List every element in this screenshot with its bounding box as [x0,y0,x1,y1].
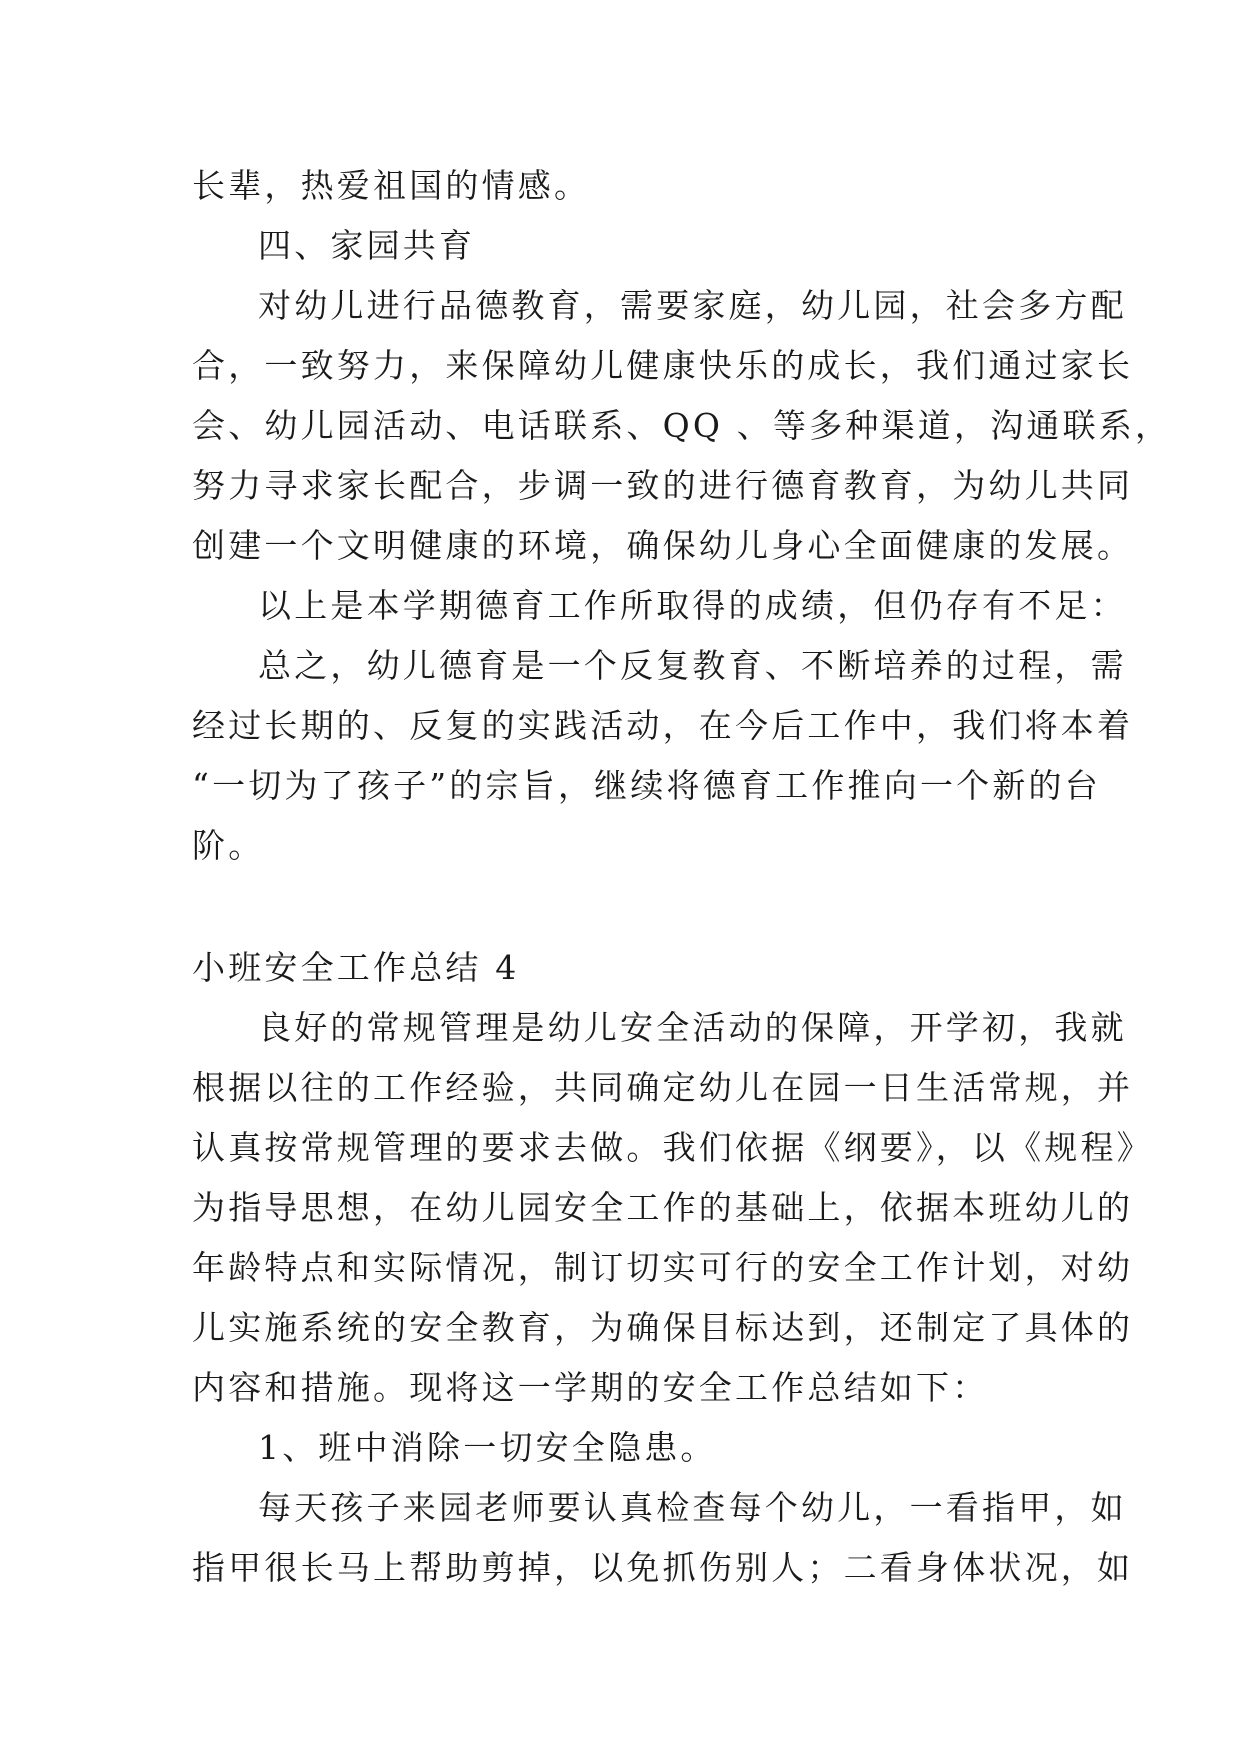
section-heading: 四、家园共育 [258,226,476,265]
paragraph-line: 总之，幼儿德育是一个反复教育、不断培养的过程，需 [258,646,1127,685]
paragraph-line: 根据以往的工作经验，共同确定幼儿在园一日生活常规，并 [192,1068,1134,1107]
paragraph-line: 内容和措施。现将这一学期的安全工作总结如下： [192,1368,989,1407]
paragraph-line: 会、幼儿园活动、电话联系、QQ 、等多种渠道，沟通联系， [192,406,1172,445]
paragraph-line: 阶。 [192,826,265,865]
paragraph-line: 创建一个文明健康的环境，确保幼儿身心全面健康的发展。 [192,526,1134,565]
paragraph-line: 努力寻求家长配合，步调一致的进行德育教育，为幼儿共同 [192,466,1134,505]
paragraph-line: 儿实施系统的安全教育，为确保目标达到，还制定了具体的 [192,1308,1134,1347]
section-title: 小班安全工作总结 4 [192,948,520,987]
paragraph-line: “一切为了孩子”的宗旨，继续将德育工作推向一个新的台 [192,766,1101,805]
paragraph-line: 长辈，热爱祖国的情感。 [192,166,591,205]
list-item: 1、班中消除一切安全隐患。 [258,1428,717,1467]
paragraph-line: 年龄特点和实际情况，制订切实可行的安全工作计划，对幼 [192,1248,1134,1287]
paragraph-line: 为指导思想，在幼儿园安全工作的基础上，依据本班幼儿的 [192,1188,1134,1227]
paragraph-line: 经过长期的、反复的实践活动，在今后工作中，我们将本着 [192,706,1134,745]
paragraph-line: 对幼儿进行品德教育，需要家庭，幼儿园，社会多方配 [258,286,1127,325]
paragraph-line: 指甲很长马上帮助剪掉，以免抓伤别人；二看身体状况，如 [192,1548,1134,1587]
paragraph-line: 每天孩子来园老师要认真检查每个幼儿，一看指甲，如 [258,1488,1127,1527]
paragraph-line: 以上是本学期德育工作所取得的成绩，但仍存有不足： [258,586,1127,625]
paragraph-line: 良好的常规管理是幼儿安全活动的保障，开学初，我就 [258,1008,1127,1047]
paragraph-line: 认真按常规管理的要求去做。我们依据《纲要》，以《规程》 [192,1128,1153,1167]
paragraph-line: 合，一致努力，来保障幼儿健康快乐的成长，我们通过家长 [192,346,1134,385]
